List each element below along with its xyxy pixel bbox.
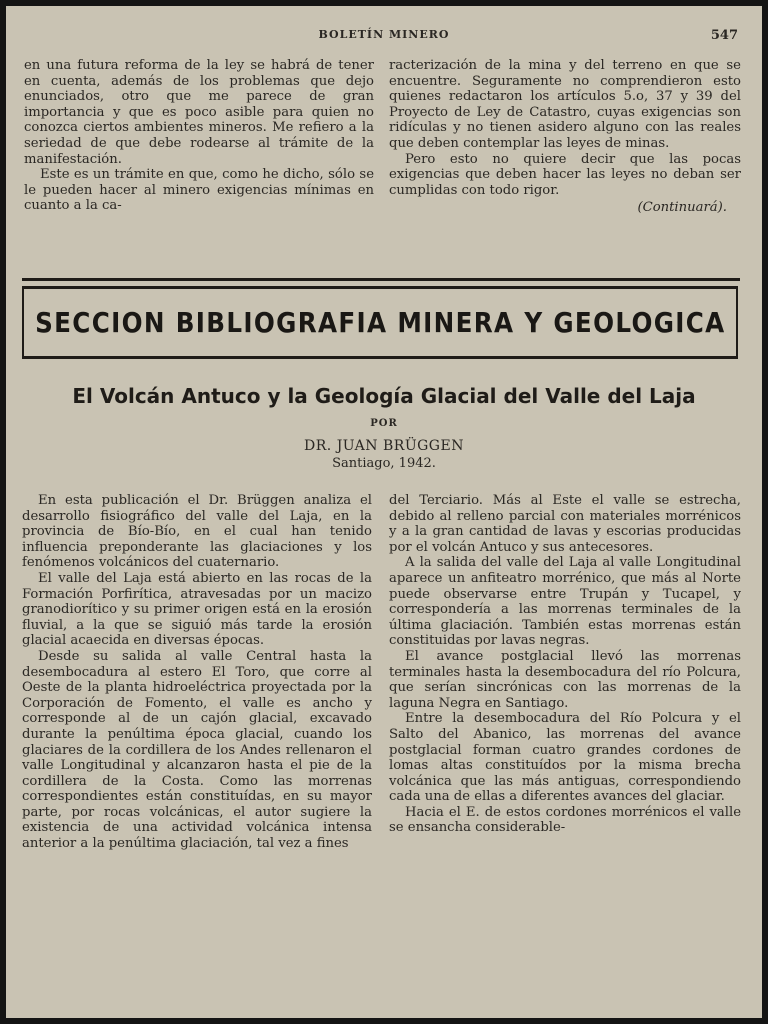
journal-name: BOLETÍN MINERO <box>318 28 450 41</box>
document-page <box>6 6 762 1018</box>
previous-article-right-column <box>389 58 741 216</box>
page-number: 547 <box>710 28 738 43</box>
previous-article-left-column <box>24 58 374 214</box>
paragraph: El valle del Laja está abierto en las rocas de la Formación Porfirítica, atravesadas por un macizo granodiorítico y su primer origen está en la erosión fluvial, a la que se siguió más tarde la erosión glacial acaecida en diversas épocas. <box>22 570 372 649</box>
paragraph: Pero esto no quiere decir que las pocas exigencias que deben hacer las leyes no deban ser cumplidas con todo rigor. <box>389 151 741 198</box>
paragraph: del Terciario. Más al Este el valle se estrecha, debido al relleno parcial con materiales morrénicos y a la gran cantidad de lavas y escorias producidas por el volcán Antuco y sus antecesores. <box>389 493 741 555</box>
paragraph: Desde su salida al valle Central hasta la desembocadura al estero El Toro, que corre al Oeste de la planta hidroeléctrica proyectada por la Corporación de Fomento, el valle es ancho y corresponde al de un cajón glacial, excavado durante la penúltima época glacial, cuando los glaciares de la cordillera de los Andes rellenaron el valle Longitudinal y alcanzaron hasta el pie de la cordillera de la Costa. Como las morrenas correspondientes están constituídas, en su mayor parte, por rocas volcánicas, el autor sugiere la existencia de una actividad volcánica intensa anterior a la penúltima glaciación, tal vez a fines <box>22 648 372 852</box>
section-heading-box <box>22 286 738 359</box>
byline-por: POR <box>370 418 398 429</box>
paragraph: A la salida del valle del Laja al valle Longitudinal aparece un anfiteatro morrénico, que más al Norte puede observarse entre Trupán y Tucapel, y correspondería a las morrenas terminales de la última glaciación. También estas morrenas están constituidas por lavas negras. <box>389 555 741 649</box>
paragraph: racterización de la mina y del terreno en que se encuentre. Seguramente no comprendieron esto quienes redactaron los artículos 5.o, 37 y 39 del Proyecto de Ley de Catastro, cuyas exigencias son ridículas y no tienen asidero alguno con las reales que deben contemplar las leyes de minas. <box>389 58 741 151</box>
article-title: El Volcán Antuco y la Geología Glacial del Valle del Laja <box>72 384 696 408</box>
article-right-column <box>389 493 741 836</box>
article-author: DR. JUAN BRÜGGEN <box>304 438 464 454</box>
article-place-date: Santiago, 1942. <box>332 456 436 471</box>
section-title: SECCION BIBLIOGRAFIA MINERA Y GEOLOGICA <box>34 306 726 339</box>
section-divider-rule <box>22 278 740 281</box>
article-left-column <box>22 493 372 852</box>
paragraph: Este es un trámite en que, como he dicho, sólo se le pueden hacer al minero exigencias mínimas en cuanto a la ca- <box>24 167 374 214</box>
running-head <box>6 28 762 48</box>
paragraph: Hacia el E. de estos cordones morrénicos el valle se ensancha considerable- <box>389 804 741 836</box>
paragraph: El avance postglacial llevó las morrenas terminales hasta la desembocadura del río Polcura, que serían sincrónicas con las morrenas de la laguna Negra en Santiago. <box>389 648 741 711</box>
paragraph: En esta publicación el Dr. Brüggen analiza el desarrollo fisiográfico del valle del Laja, en la provincia de Bío-Bío, en el cual han tenido influencia preponderante las glaciaciones y los fenómenos volcánicos del cuaternario. <box>22 493 372 571</box>
paragraph: en una futura reforma de la ley se habrá de tener en cuenta, además de los problemas que dejo enunciados, otro que me parece de gran importancia y que es poco asible para quien no conozca ciertos ambientes mineros. Me refiero a la seriedad de que debe rodearse al trámite de la manifestación. <box>24 58 374 167</box>
continued-note: (Continuará). <box>637 200 727 216</box>
paragraph: Entre la desembocadura del Río Polcura y el Salto del Abanico, las morrenas del avance postglacial forman cuatro grandes cordones de lomas altas constituídos por la misma brecha volcánica que las más antiguas, correspondiendo cada una de ellas a diferentes avances del glaciar. <box>389 711 741 805</box>
